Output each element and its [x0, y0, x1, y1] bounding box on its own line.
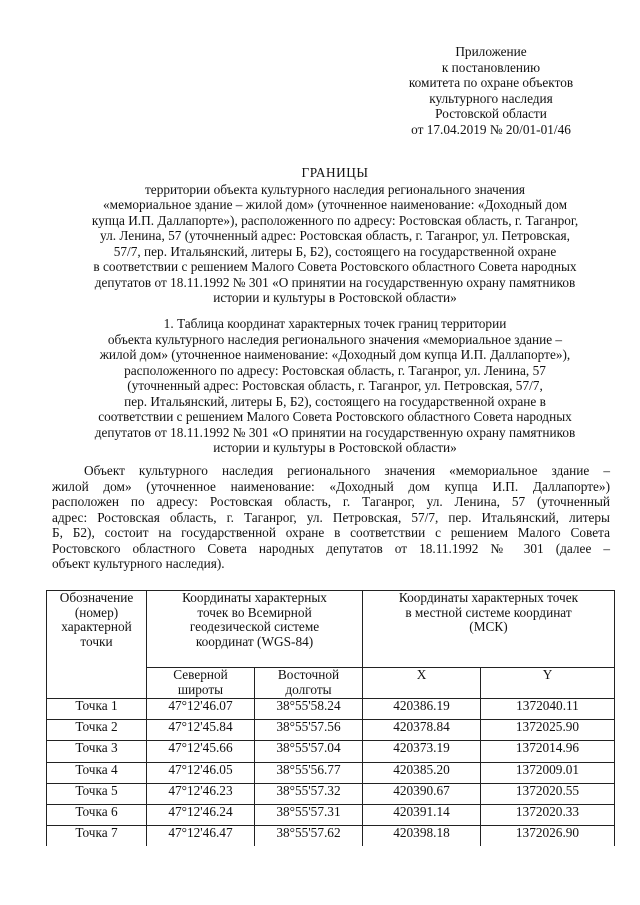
cell-north: 47°12'46.47 [147, 826, 255, 847]
cell-point: Точка 5 [47, 783, 147, 804]
cell-point: Точка 1 [47, 699, 147, 720]
section-line: объекта культурного наследия регионального значения «мемориальное здание – [107, 331, 563, 347]
cell-y: 1372026.90 [481, 826, 615, 847]
paragraph-line: Ростовского областного Совета народных депутатов от 18.11.1992 № 301 (далее – [52, 540, 610, 556]
table-row [47, 720, 615, 741]
title-line: депутатов от 18.11.1992 № 301 «О принятии на государственную охрану памятников [94, 274, 576, 290]
cell-north: 47°12'46.05 [147, 762, 255, 783]
cell-point: Точка 7 [47, 826, 147, 847]
title-line: 57/7, пер. Итальянский, литеры Б, Б2), состоящего на государственной охране [113, 243, 557, 259]
cell-east: 38°55'57.32 [255, 783, 363, 804]
cell-y: 1372040.11 [481, 699, 615, 720]
document-title-block [52, 165, 618, 306]
paragraph-line: адрес: Ростовская область, г. Таганрог, ул. Петровская, 57/7, пер. Итальянский, литеры [52, 509, 610, 525]
cell-east: 38°55'56.77 [255, 762, 363, 783]
cell-north: 47°12'46.07 [147, 699, 255, 720]
cell-north: 47°12'45.84 [147, 720, 255, 741]
cell-east: 38°55'57.31 [255, 804, 363, 825]
cell-north: 47°12'45.66 [147, 741, 255, 762]
paragraph-line: Объект культурного наследия регионального значения «мемориальное здание – [84, 463, 610, 478]
cell-x: 420385.20 [363, 762, 481, 783]
section-line: 1. Таблица координат характерных точек границ территории [163, 316, 507, 331]
appendix-header [375, 44, 607, 137]
cell-east: 38°55'57.04 [255, 741, 363, 762]
title-line: истории и культуры в Ростовской области» [213, 290, 457, 305]
cell-east: 38°55'58.24 [255, 699, 363, 720]
cell-east: 38°55'57.56 [255, 720, 363, 741]
cell-point: Точка 4 [47, 762, 147, 783]
appendix-line: к постановлению [441, 59, 541, 75]
cell-point: Точка 6 [47, 804, 147, 825]
appendix-line: Ростовской области [435, 106, 547, 121]
table-row [47, 762, 615, 783]
title-line: территории объекта культурного наследия регионального значения [144, 181, 526, 197]
header-wgs84-coordinates: Координаты характерных точек во Всемирной геодезической системе координат (WGS-84) [147, 591, 363, 668]
section-line: истории и культуры в Ростовской области» [213, 440, 457, 455]
cell-y: 1372020.33 [481, 804, 615, 825]
section-line: пер. Итальянский, литеры Б, Б2), состоящего на государственной охране в [124, 393, 546, 409]
cell-x: 420391.14 [363, 804, 481, 825]
cell-y: 1372020.55 [481, 783, 615, 804]
cell-x: 420390.67 [363, 783, 481, 804]
appendix-line: от 17.04.2019 № 20/01-01/46 [411, 121, 571, 137]
cell-x: 420398.18 [363, 826, 481, 847]
paragraph-line: объект культурного наследия). [52, 556, 225, 571]
document-title: ГРАНИЦЫ [301, 165, 369, 180]
header-y: Y [481, 668, 615, 699]
object-description-paragraph [52, 463, 610, 572]
paragraph-line: Б, Б2), состоит на государственной охране в соответствии с решением Малого Совета [52, 525, 610, 540]
title-line: в соответствии с решением Малого Совета Ростовского областного Совета народных [93, 259, 577, 274]
header-east-longitude: Восточной долготы [255, 668, 363, 699]
table-row [47, 826, 615, 847]
section-line: депутатов от 18.11.1992 № 301 «О принятии на государственную охрану памятников [94, 424, 576, 440]
table-row [47, 804, 615, 825]
title-line: «мемориальное здание – жилой дом» (уточненное наименование: «Доходный дом [103, 197, 567, 212]
cell-point: Точка 3 [47, 741, 147, 762]
cell-x: 420378.84 [363, 720, 481, 741]
paragraph-line: жилой дом» (уточненное наименование: «Доходный дом купца И.П. Даллапорте») [52, 478, 610, 494]
cell-north: 47°12'46.23 [147, 783, 255, 804]
section-1-heading [52, 316, 618, 456]
table-row [47, 741, 615, 762]
header-x: X [363, 668, 481, 699]
paragraph-line: расположен по адресу: Ростовская область, г. Таганрог, ул. Ленина, 57 (уточненный [52, 494, 610, 509]
header-north-latitude: Северной широты [147, 668, 255, 699]
cell-y: 1372009.01 [481, 762, 615, 783]
cell-x: 420386.19 [363, 699, 481, 720]
table-row [47, 783, 615, 804]
coordinates-table [46, 590, 615, 846]
appendix-line: культурного наследия [429, 90, 553, 106]
cell-north: 47°12'46.24 [147, 804, 255, 825]
cell-east: 38°55'57.62 [255, 826, 363, 847]
appendix-line: комитета по охране объектов [408, 75, 574, 90]
table-row [47, 699, 615, 720]
title-line: ул. Ленина, 57 (уточненный адрес: Ростовская область, г. Таганрог, ул. Петровская, [100, 228, 570, 243]
cell-point: Точка 2 [47, 720, 147, 741]
header-msk-coordinates: Координаты характерных точек в местной системе координат (МСК) [363, 591, 615, 668]
section-line: жилой дом» (уточненное наименование: «Доходный дом купца И.П. Даллапорте»), [99, 347, 571, 362]
title-line: купца И.П. Даллапорте»), расположенного по адресу: Ростовская область, г. Таганрог, [91, 212, 579, 228]
cell-y: 1372014.96 [481, 741, 615, 762]
appendix-line: Приложение [455, 44, 527, 59]
section-line: (уточненный адрес: Ростовская область, г. Таганрог, ул. Петровская, 57/7, [127, 378, 543, 393]
section-line: расположенного по адресу: Ростовская область, г. Таганрог, ул. Ленина, 57 [124, 362, 546, 378]
cell-x: 420373.19 [363, 741, 481, 762]
section-line: соответствии с решением Малого Совета Ростовского областного Совета народных [98, 409, 572, 424]
cell-y: 1372025.90 [481, 720, 615, 741]
header-point-designation: Обозначение (номер) характерной точки [47, 591, 147, 699]
